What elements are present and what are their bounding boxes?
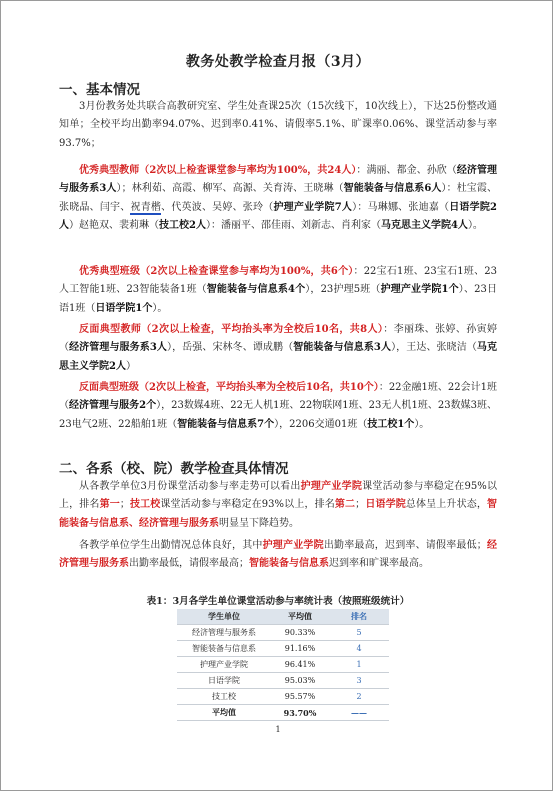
dept-label: 日语学院1个 xyxy=(95,302,153,314)
unit-highlight: 智能装备与信息系 xyxy=(249,558,329,570)
unit-highlight: 技工校 xyxy=(129,499,161,511)
rank-cell: 3 xyxy=(329,673,389,689)
rank-highlight: 第二 xyxy=(334,499,356,511)
trend-text: ； xyxy=(119,499,130,511)
attendance-text: 迟到率和旷课率最高。 xyxy=(329,558,429,570)
attendance-paragraph xyxy=(59,537,497,574)
trend-text: 课堂活动参与率稳定在93%以上，排名 xyxy=(160,499,335,511)
unit-highlight: 护理产业学院 xyxy=(300,481,363,492)
unit-cell: 护理产业学院 xyxy=(177,657,271,673)
unit-cell: 智能装备与信息系 xyxy=(177,641,271,657)
negative-teachers-text: ），王达、张晓洁（ xyxy=(391,342,477,354)
excellent-teachers-text: ）；林利茹、高霞、柳军、高源、关育涛、王晓琳（ xyxy=(116,183,344,195)
excellent-classes-text: ），23护理5班（ xyxy=(305,284,381,296)
column-header: 排名 xyxy=(329,609,389,625)
trend-text: 总体呈上升状态， xyxy=(405,499,487,511)
trend-text: ； xyxy=(355,499,366,511)
dept-label: 马克思主义学院4人 xyxy=(380,220,468,232)
unit-cell: 平均值 xyxy=(177,705,271,721)
rank-cell: 1 xyxy=(329,657,389,673)
negative-classes-text: ），23数媒4班、22无人机1班、22物联网1班、23无人机1班、23数媒3班、23电气2班、22船舶1班（ xyxy=(59,400,498,430)
dept-label: 经济管理与服务系3人 xyxy=(59,165,498,195)
attendance-text: 出勤率最低，请假率最高； xyxy=(129,558,249,570)
negative-teachers-text: ：李丽珠、张婷、孙寅婷（ xyxy=(59,324,497,354)
negative-classes-text: ：22金融1班、22会计1班（ xyxy=(59,382,497,412)
dept-label: 经济管理与服务2个 xyxy=(69,400,157,412)
unit-cell: 技工校 xyxy=(177,689,271,705)
table-row xyxy=(177,657,389,673)
trend-text: 课堂活动参与率稳定在95%以上，排名 xyxy=(59,481,498,511)
negative-classes-text: ）。 xyxy=(414,418,430,430)
attendance-text: 各教学单位学生出勤情况总体良好，其中 xyxy=(79,540,263,551)
negative-teachers-paragraph xyxy=(59,321,497,376)
table-row xyxy=(177,625,389,641)
excellent-classes-text: ）、23日语1班（ xyxy=(59,284,497,314)
unit-highlight: 护理产业学院 xyxy=(262,540,324,551)
excellent-teachers-text: 、代英波、吴婷、张玲（ xyxy=(161,201,274,213)
dept-label: 经济管理与服务系3人 xyxy=(69,342,167,354)
unit-cell: 经济管理与服务系 xyxy=(177,625,271,641)
dept-label: 护理产业学院1个 xyxy=(380,284,459,296)
rank-cell: —— xyxy=(329,705,389,721)
avg-cell: 95.03% xyxy=(271,673,329,689)
section-heading-details: 二、各系（校、院）教学检查具体情况 xyxy=(59,461,289,477)
excellent-teachers-heading: 优秀典型教师（2次以上检查课堂参与率均为100%，共24人） xyxy=(79,165,357,176)
dept-label: 智能装备与信息系3人 xyxy=(293,342,392,354)
negative-classes-text: ），2206交通01班（ xyxy=(274,418,368,430)
dept-label: 马克思主义学院2人 xyxy=(59,342,498,372)
excellent-teachers-text: ）。 xyxy=(467,220,483,232)
excellent-teachers-text: ：满丽、都金、孙欣（ xyxy=(356,165,457,176)
rank-cell: 4 xyxy=(329,641,389,657)
dept-label: 智能装备与信息系6人 xyxy=(343,183,442,195)
table-caption: 表1：3月各学生单位课堂活动参与率统计表（按照班级统计） xyxy=(146,596,410,607)
dept-label: 技工校1个 xyxy=(367,418,415,430)
avg-cell: 90.33% xyxy=(271,625,329,641)
excellent-teachers-text: ）：马琳娜、张迪嘉（ xyxy=(352,201,450,213)
unit-highlight: 日语学院 xyxy=(365,499,406,511)
section-heading-basic: 一、基本情况 xyxy=(59,82,140,98)
negative-classes-paragraph xyxy=(59,379,497,434)
participation-trend-paragraph xyxy=(59,478,497,533)
excellent-classes-text: ）。 xyxy=(152,302,168,314)
table-average-row xyxy=(177,705,389,721)
summary-text: 3月份教务处共联合高教研究室、学生处查课25次（15次线下，10次线上），下达25份整改通知单；全校平均出勤率94.07%、迟到率0.41%、请假率5.1%、旷课率0.06%、课堂活动参与率93.7%； xyxy=(59,101,497,149)
table-header-row xyxy=(177,609,389,625)
underlined-name: 祝青楷 xyxy=(130,201,162,213)
column-header: 学生单位 xyxy=(177,609,271,625)
document-title: 教务处教学检查月报（3月） xyxy=(185,54,371,70)
dept-label: 智能装备与信息系7个 xyxy=(177,418,275,430)
dept-label: 技工校2人 xyxy=(159,220,206,232)
avg-cell: 93.70% xyxy=(271,705,329,721)
page-number: 1 xyxy=(275,725,281,734)
avg-cell: 96.41% xyxy=(271,657,329,673)
excellent-classes-text: ：22宝石1班、23宝石1班、23人工智能1班、23智能装备1班（ xyxy=(59,266,497,296)
excellent-teachers-paragraph xyxy=(59,162,497,236)
unit-cell: 日语学院 xyxy=(177,673,271,689)
basic-summary-paragraph xyxy=(59,98,497,153)
excellent-teachers-text: ）：杜宝霞、张晓晶、闫宇、 xyxy=(59,183,497,213)
unit-highlight: 经济管理与服务系 xyxy=(59,540,498,570)
excellent-classes-heading: 优秀典型班级（2次以上检查课堂参与率均为100%，共6个） xyxy=(79,266,354,277)
unit-highlight: 智能装备与信息系、经济管理与服务系 xyxy=(59,499,497,529)
dept-label: 护理产业学院7人 xyxy=(273,201,353,213)
trend-text: 从各教学单位3月份课堂活动参与率走势可以看出 xyxy=(79,481,301,492)
excellent-classes-paragraph xyxy=(59,263,497,318)
trend-text: 明显呈下降趋势。 xyxy=(219,517,299,529)
rank-highlight: 第一 xyxy=(99,499,120,511)
table-row xyxy=(177,689,389,705)
table-row xyxy=(177,641,389,657)
dept-label: 智能装备与信息系4个 xyxy=(206,284,306,296)
negative-teachers-heading: 反面典型教师（2次以上检查，平均抬头率为全校后10名，共8人） xyxy=(79,324,384,335)
column-header: 平均值 xyxy=(271,609,329,625)
attendance-text: 出勤率最高，迟到率、请假率最低； xyxy=(323,540,487,551)
avg-cell: 95.57% xyxy=(271,689,329,705)
rank-cell: 5 xyxy=(329,625,389,641)
rank-cell: 2 xyxy=(329,689,389,705)
excellent-teachers-text: ）：潘丽平、邵佳雨、刘新志、肖利家（ xyxy=(205,220,381,232)
negative-teachers-text: ），岳强、宋林冬、谭成鹏（ xyxy=(166,342,294,354)
avg-cell: 91.16% xyxy=(271,641,329,657)
participation-table xyxy=(177,609,389,721)
excellent-teachers-text: ）赵艳双、裴莉琳（ xyxy=(69,220,159,232)
table-row xyxy=(177,673,389,689)
negative-classes-heading: 反面典型班级（2次以上检查，平均抬头率为全校后10名，共10个） xyxy=(79,382,379,393)
negative-teachers-text: ） xyxy=(125,360,136,372)
dept-label: 日语学院2人 xyxy=(59,201,498,232)
